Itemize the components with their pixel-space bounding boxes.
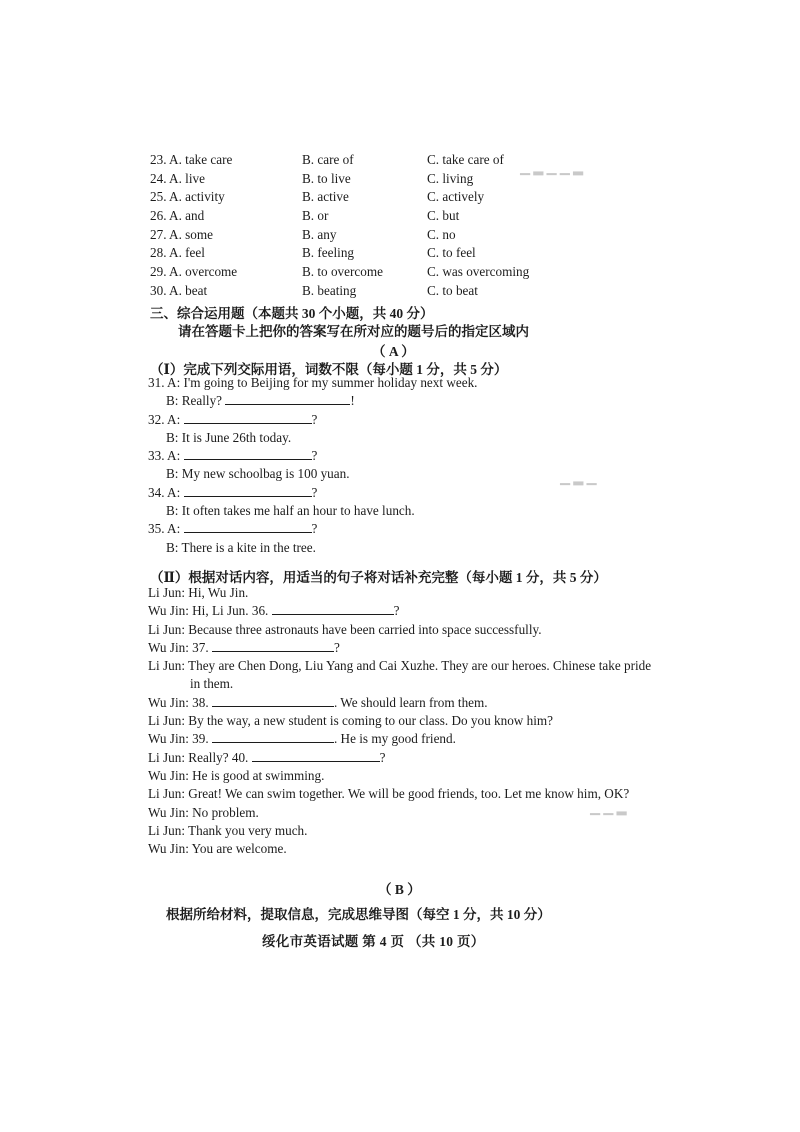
answer-line: B: It often takes me half an hour to have lunch. [166, 503, 415, 519]
answer-line: B: There is a kite in the tree. [166, 539, 316, 555]
dialogue-line: Li Jun: Really? 40. ? [148, 749, 386, 765]
dialogue-line: Li Jun: Great! We can swim together. We will be good friends, too. Let me know him, OK? [148, 786, 630, 802]
option-b: B. active [302, 189, 349, 205]
question-line: 31. A: I'm going to Beijing for my summer holiday next week. [148, 375, 478, 390]
answer-blank[interactable] [212, 694, 334, 707]
dialogue-line: Li Jun: Because three astronauts have been carried into space successfully. [148, 621, 542, 637]
option-a: 27. A. some [150, 226, 214, 242]
bleed-through-marks: ▁ ▂ ▁ [560, 470, 597, 485]
answer-blank[interactable] [272, 602, 394, 615]
answer-line: B: It is June 26th today. [166, 429, 292, 445]
option-c: C. was overcoming [427, 264, 530, 280]
option-b: B. any [302, 226, 337, 242]
dialogue-line: Wu Jin: 38. . We should learn from them. [148, 694, 488, 710]
answer-blank[interactable] [252, 749, 380, 762]
option-b: B. to live [302, 170, 351, 186]
option-c: C. living [427, 170, 474, 186]
option-b: B. or [302, 208, 329, 224]
section-title: 三、综合运用题（本题共 30 个小题，共 40 分） [150, 306, 434, 321]
option-c: C. but [427, 208, 460, 224]
option-c: C. take care of [427, 152, 504, 167]
option-c: C. to feel [427, 245, 476, 261]
bleed-through-marks: ▁ ▁ ▂ [590, 800, 627, 815]
dialogue-line: Li Jun: Hi, Wu Jin. [148, 585, 249, 600]
part-label-a: （ A ） [372, 344, 415, 359]
answer-line: B: My new schoolbag is 100 yuan. [166, 466, 350, 482]
answer-blank[interactable] [184, 447, 312, 460]
dialogue-line: Li Jun: Thank you very much. [148, 822, 308, 838]
option-c: C. to beat [427, 282, 478, 298]
dialogue-line: Wu Jin: No problem. [148, 804, 259, 820]
option-a: 26. A. and [150, 208, 205, 224]
dialogue-line: Wu Jin: 37. ? [148, 639, 340, 655]
option-a: 24. A. live [150, 170, 205, 186]
dialogue-line: Wu Jin: He is good at swimming. [148, 767, 325, 783]
answer-blank[interactable] [184, 411, 312, 424]
dialogue-line: Wu Jin: 39. . He is my good friend. [148, 731, 456, 747]
option-a: 30. A. beat [150, 282, 208, 298]
dialogue-line: Li Jun: By the way, a new student is coming to our class. Do you know him? [148, 713, 553, 729]
section-instruction: 请在答题卡上把你的答案写在所对应的题号后的指定区域内 [178, 324, 529, 339]
answer-line: B: Really? ! [166, 393, 355, 409]
answer-blank[interactable] [184, 484, 312, 497]
option-a: 28. A. feel [150, 245, 205, 261]
question-line: 35. A: ? [148, 521, 318, 537]
answer-blank[interactable] [225, 392, 350, 405]
part-b-instruction: 根据所给材料，提取信息，完成思维导图（每空 1 分，共 10 分） [166, 907, 551, 922]
dialogue-line: Wu Jin: You are welcome. [148, 841, 287, 857]
dialogue-line: Wu Jin: Hi, Li Jun. 36. ? [148, 603, 400, 619]
option-c: C. no [427, 226, 456, 242]
question-line: 34. A: ? [148, 484, 318, 500]
dialogue-line: in them. [190, 676, 234, 692]
option-b: B. feeling [302, 245, 355, 261]
part2-dialogue [148, 584, 651, 858]
option-b: B. beating [302, 282, 357, 298]
page-footer: 绥化市英语试题 第 4 页 （共 10 页） [262, 934, 485, 949]
option-a: 25. A. activity [150, 189, 225, 205]
part2-title: （Ⅱ）根据对话内容，用适当的句子将对话补充完整（每小题 1 分，共 5 分） [150, 570, 607, 585]
dialogue-line: Li Jun: They are Chen Dong, Liu Yang and Cai Xuzhe. They are our heroes. Chinese take pride [148, 658, 652, 674]
option-a: 23. A. take care [150, 152, 233, 167]
part1-title: （Ⅰ）完成下列交际用语，词数不限（每小题 1 分，共 5 分） [150, 362, 508, 377]
bleed-through-marks: ▁ ▂ ▁ ▁ ▂ [520, 160, 583, 175]
part1-questions [148, 374, 477, 557]
option-a: 29. A. overcome [150, 264, 238, 280]
answer-blank[interactable] [212, 730, 334, 743]
answer-blank[interactable] [184, 520, 312, 533]
option-b: B. to overcome [302, 264, 383, 280]
option-b: B. care of [302, 152, 354, 167]
question-line: 32. A: ? [148, 411, 318, 427]
part-label-b: （ B ） [378, 882, 421, 897]
option-c: C. actively [427, 189, 485, 205]
answer-blank[interactable] [212, 639, 334, 652]
question-line: 33. A: ? [148, 448, 318, 464]
